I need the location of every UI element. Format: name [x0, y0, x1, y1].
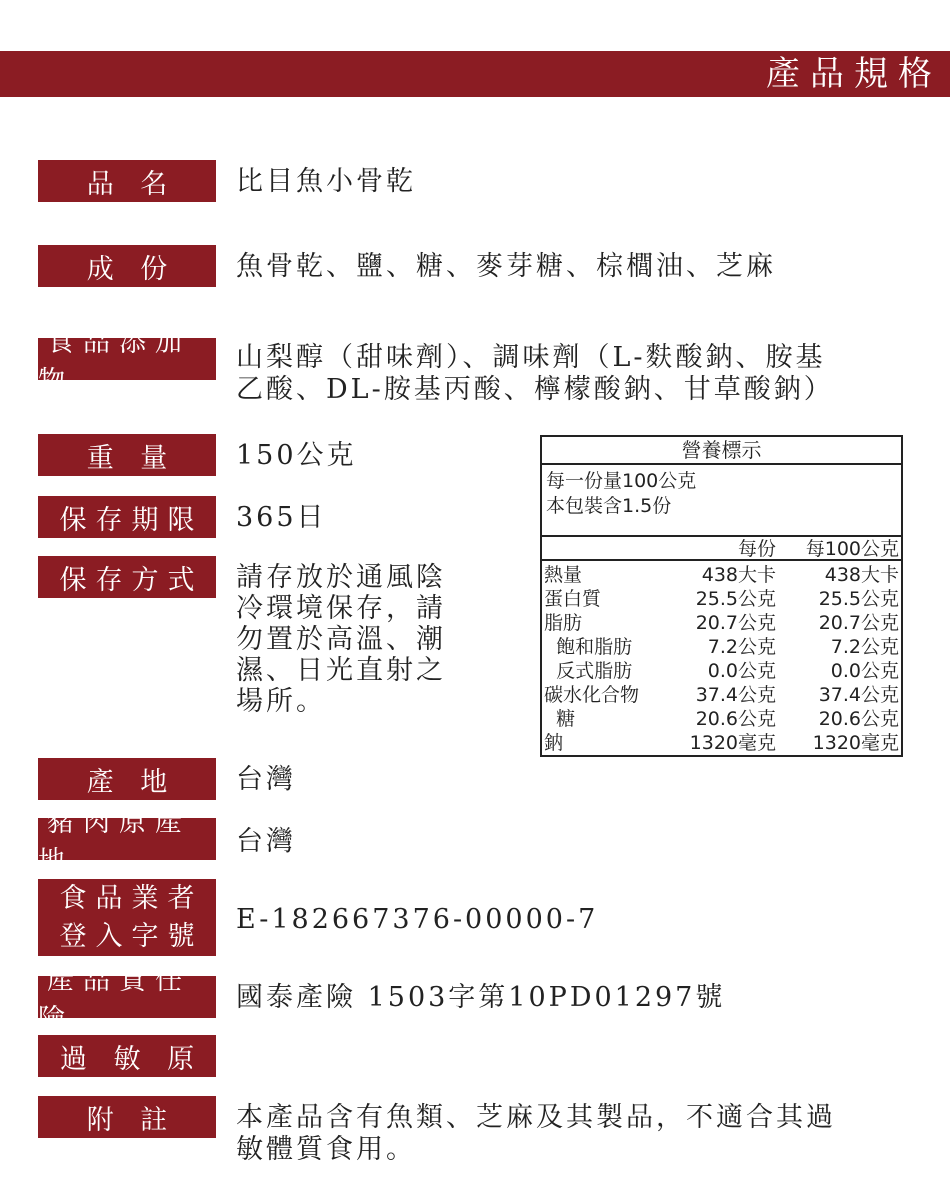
nutrient-name: 熱量 [544, 564, 583, 586]
value-storage-line1: 請存放於通風陰 [236, 562, 446, 593]
header-banner [0, 51, 950, 97]
label-registration-line2: 登入字號 [59, 920, 204, 952]
nutrient-name: 碳水化合物 [544, 684, 640, 706]
nutrition-row [544, 659, 899, 683]
value-notes-line2: 敏體質食用。 [236, 1134, 416, 1165]
nutrient-name: 鈉 [544, 732, 564, 754]
label-insurance: 產品責任險 [38, 976, 216, 1018]
nutrient-per-100g: 7.2公克 [830, 636, 899, 658]
nutrient-per-serving: 438大卡 [701, 564, 776, 586]
value-additives-line2: 乙酸、DL-胺基丙酸、檸檬酸鈉、甘草酸鈉） [236, 374, 834, 405]
nutrient-per-serving: 20.6公克 [695, 708, 776, 730]
nutrition-serving-info [542, 465, 901, 535]
value-ingredients: 魚骨乾、鹽、糖、麥芽糖、棕櫚油、芝麻 [236, 251, 776, 282]
col-per-100g: 每100公克 [805, 538, 899, 560]
value-pork-origin: 台灣 [236, 826, 296, 857]
nutrition-row [544, 635, 899, 659]
page-title: 產品規格 [766, 54, 942, 94]
nutrition-row [544, 611, 899, 635]
nutrient-per-serving: 7.2公克 [707, 636, 776, 658]
label-ingredients: 成 份 [38, 245, 216, 287]
nutrition-row [544, 587, 899, 611]
nutrient-per-100g: 1320毫克 [812, 732, 899, 754]
label-origin: 產 地 [38, 758, 216, 800]
value-notes-line1: 本產品含有魚類、芝麻及其製品，不適合其過 [236, 1102, 836, 1133]
label-name: 品 名 [38, 160, 216, 202]
value-storage-line2: 冷環境保存，請 [236, 593, 446, 624]
label-registration [38, 879, 216, 956]
nutrient-per-serving: 0.0公克 [707, 660, 776, 682]
label-shelf-life: 保存期限 [38, 496, 216, 538]
value-insurance: 國泰產險 1503字第10PD01297號 [236, 982, 726, 1013]
nutrient-name: 糖 [544, 708, 576, 730]
nutrient-name: 反式脂肪 [544, 660, 633, 682]
nutrition-table [540, 435, 903, 757]
value-additives-line1: 山梨醇（甜味劑）、調味劑（L-麩酸鈉、胺基 [236, 342, 826, 373]
label-weight: 重 量 [38, 434, 216, 476]
nutrition-row [544, 563, 899, 587]
label-notes: 附 註 [38, 1096, 216, 1138]
nutrient-per-100g: 0.0公克 [830, 660, 899, 682]
nutrition-row [544, 731, 899, 755]
nutrition-header [542, 535, 901, 561]
nutrition-row [544, 683, 899, 707]
nutrient-per-100g: 20.7公克 [818, 612, 899, 634]
label-registration-line1: 食品業者 [59, 882, 204, 914]
nutrient-name: 蛋白質 [544, 588, 602, 610]
nutrient-per-serving: 25.5公克 [695, 588, 776, 610]
value-registration: E-182667376-00000-7 [236, 904, 599, 935]
value-shelf-life: 365日 [236, 502, 327, 533]
value-storage-line4: 濕、日光直射之 [236, 655, 446, 686]
value-weight: 150公克 [236, 440, 357, 471]
nutrition-serving-size: 每一份量100公克 [546, 470, 697, 492]
nutrient-per-serving: 37.4公克 [695, 684, 776, 706]
label-allergen: 過 敏 原 [38, 1035, 216, 1077]
nutrition-title: 營養標示 [542, 437, 901, 465]
nutrition-row [544, 707, 899, 731]
value-storage-line5: 場所。 [236, 686, 326, 717]
nutrient-per-serving: 20.7公克 [695, 612, 776, 634]
nutrient-per-100g: 37.4公克 [818, 684, 899, 706]
nutrient-per-serving: 1320毫克 [689, 732, 776, 754]
value-name: 比目魚小骨乾 [236, 166, 416, 197]
nutrition-servings: 本包裝含1.5份 [546, 495, 672, 517]
value-origin: 台灣 [236, 764, 296, 795]
nutrient-per-100g: 25.5公克 [818, 588, 899, 610]
nutrient-per-100g: 20.6公克 [818, 708, 899, 730]
nutrient-name: 飽和脂肪 [544, 636, 633, 658]
label-storage: 保存方式 [38, 556, 216, 598]
label-pork-origin: 豬肉原產地 [38, 818, 216, 860]
col-per-serving: 每份 [737, 538, 776, 560]
nutrient-per-100g: 438大卡 [824, 564, 899, 586]
nutrient-name: 脂肪 [544, 612, 583, 634]
label-additives: 食品添加物 [38, 338, 216, 380]
value-storage-line3: 勿置於高溫、潮 [236, 624, 446, 655]
